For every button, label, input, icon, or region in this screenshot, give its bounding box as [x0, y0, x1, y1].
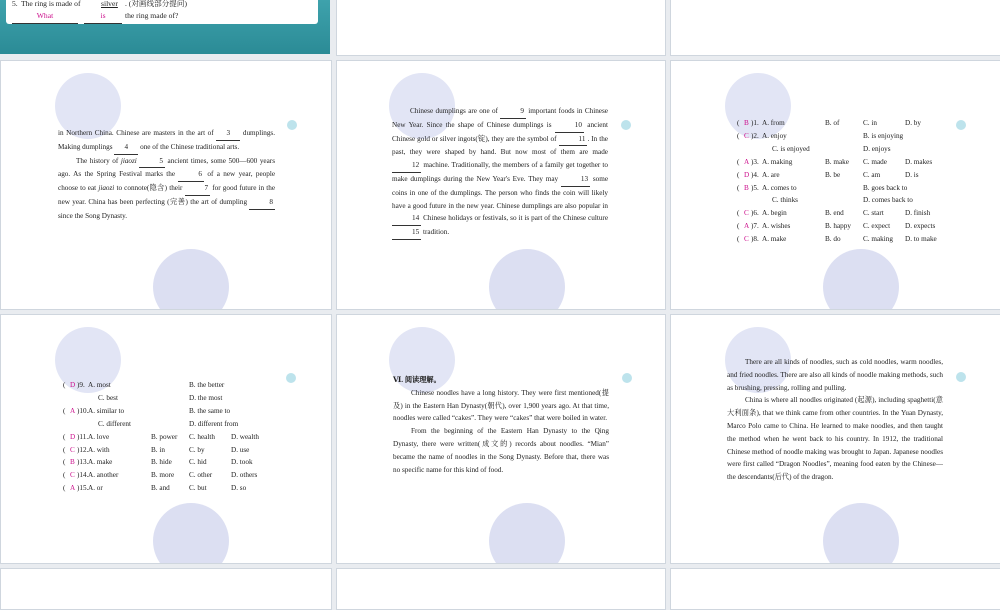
option-d: D. so: [231, 484, 247, 493]
question-number: )15.: [77, 484, 89, 493]
paren-open: (: [737, 222, 740, 231]
slide-10[interactable]: [0, 568, 332, 610]
question-number: )7.: [751, 222, 759, 231]
paren-open: (: [737, 183, 740, 192]
option-b: B. hide: [151, 458, 172, 467]
answer-letter: A: [744, 157, 750, 166]
paragraph-1: There are all kinds of noodles, such as cold noodles, warm noodles, and fried noodles. There are also all kinds of noodle making methods, such as brushing, pressing, rolling and pulling.: [727, 358, 943, 392]
paren-open: (: [737, 157, 740, 166]
question-number: )1.: [751, 119, 759, 127]
option-c: C. by: [189, 445, 205, 454]
option-d: D. use: [231, 445, 250, 454]
passage-text: in Northern China. Chinese are masters in the art of 3 dumplings. Making dumplings 4 one of the Chinese traditional arts. The history of jiaozi 5 ancient times, some 500—600 years ago. As the Spring Festival marks the 6 of a new year, people choose to eat jiaozi to connote(隐含) their 7 for good future in the new year. China has been perfecting (完善) the art of dumpling 8 since the Song Dynasty.: [58, 129, 276, 220]
option-c: B. is enjoying: [863, 131, 904, 140]
option-d: D. took: [231, 458, 253, 467]
question-rest: the ring made of?: [125, 11, 179, 20]
option-a: A. wishes: [762, 222, 791, 231]
option-c: C. is enjoyed: [772, 144, 810, 153]
option-c: C. health: [189, 432, 215, 441]
paren-open: (: [63, 406, 66, 415]
option-c: C. other: [189, 471, 213, 480]
decor-dot: [956, 120, 966, 130]
option-c: C. different: [98, 419, 131, 428]
paragraph-2: From the beginning of the Eastern Han Dynasty to the Qing Dynasty, there were written(成文的) records about noodles. “Mian” became the name of noodles in the Song Dynasty. Before that, there was no specific name for this kind of food.: [393, 427, 609, 474]
answer-letter: A: [70, 484, 76, 493]
option-c: C. best: [98, 393, 118, 402]
option-a: A. similar to: [88, 406, 125, 415]
option-a: A. most: [88, 381, 111, 389]
slide-5[interactable]: [336, 60, 666, 310]
option-b: B. end: [825, 209, 844, 218]
option-b: B. happy: [825, 222, 851, 231]
option-c: C. making: [863, 235, 893, 244]
question-number: )13.: [77, 458, 89, 467]
paren-open: (: [737, 119, 740, 127]
option-d: D. by: [905, 119, 921, 127]
answer-letter: C: [744, 131, 749, 140]
answer-letter: C: [744, 209, 749, 218]
answer-letter: D: [70, 432, 76, 441]
question-number: )2.: [751, 131, 759, 140]
answer-letter: D: [744, 170, 750, 179]
option-b: B. and: [151, 484, 170, 493]
decor-dot: [622, 373, 632, 383]
option-c: B. goes back to: [863, 183, 908, 192]
paren-open: (: [63, 381, 66, 389]
decor-circle: [489, 503, 565, 564]
option-a: A. another: [88, 471, 119, 480]
question-number: )8.: [751, 235, 759, 244]
answer-letter: D: [70, 381, 76, 389]
slide-3[interactable]: [670, 0, 1000, 56]
slide-7[interactable]: [0, 314, 332, 564]
paren-open: (: [737, 170, 740, 179]
answer-letter: C: [70, 471, 75, 480]
option-c: C. hid: [189, 458, 207, 467]
option-d: D. to make: [905, 235, 937, 244]
option-d: D. the most: [189, 393, 223, 402]
option-b: B. make: [825, 157, 849, 166]
option-c: B. the better: [189, 381, 225, 389]
slide-9[interactable]: [670, 314, 1000, 564]
option-d: D. enjoys: [863, 144, 891, 153]
answer-letter: B: [70, 458, 75, 467]
decor-circle: [153, 249, 229, 310]
paragraph-1: Chinese noodles have a long history. They were first mentioned(提及) in the Eastern Han Dynasty(朝代), over 1,900 years ago. At that time, noodles were called “cakes”. They were “cakes” that were boiled in water.: [393, 388, 609, 423]
option-a: A. with: [88, 445, 110, 454]
answer-letter: C: [70, 445, 75, 454]
slide-12[interactable]: [670, 568, 1000, 610]
option-d: D. others: [231, 471, 258, 480]
option-c: C. am: [863, 170, 881, 179]
question-instruction: . (对画线部分提问): [125, 0, 188, 8]
decor-dot: [621, 120, 631, 130]
option-d: D. expects: [905, 222, 936, 231]
question-number: )12.: [77, 445, 89, 454]
paragraph-2: China is where all noodles originated (起源), including spaghetti(意大利面条), that we think came from other countries. In the Yuan Dynasty, Marco Polo came to China. He learned to make noodles, and then taught the method when he went back to his country. In 1912, the traditional Chinese method of noodle making was brought to Japan. Japanese noodles were first called “Dragon Noodles”, meaning food eaten by the Chinese—the descendants(后代) of the dragon.: [727, 396, 943, 482]
slide-11[interactable]: [336, 568, 666, 610]
option-a: A. enjoy: [762, 131, 787, 140]
option-c: C. thinks: [772, 196, 798, 205]
option-c: C. but: [189, 484, 207, 493]
section-heading: Ⅵ. 阅读理解。: [393, 376, 441, 384]
question-number: 5.: [12, 0, 18, 8]
option-a: A. from: [762, 119, 785, 127]
slide-8[interactable]: [336, 314, 666, 564]
decor-circle: [823, 503, 899, 564]
answer-letter: A: [70, 406, 76, 415]
paren-open: (: [737, 235, 740, 244]
slide-2[interactable]: [336, 0, 666, 56]
paren-open: (: [63, 445, 66, 454]
answer-letter: A: [744, 222, 750, 231]
slide-6[interactable]: [670, 60, 1000, 310]
answer-letter: B: [744, 183, 749, 192]
option-c: C. start: [863, 209, 884, 218]
decor-circle: [153, 503, 229, 564]
option-c: C. made: [863, 157, 887, 166]
option-a: A. make: [88, 458, 113, 467]
question-number: )6.: [751, 209, 759, 218]
option-a: A. begin: [762, 209, 787, 218]
slide-1[interactable]: [0, 0, 330, 54]
answer-letter: B: [744, 119, 749, 127]
paren-open: (: [737, 209, 740, 218]
decor-dot: [956, 372, 966, 382]
paren-open: (: [63, 458, 66, 467]
option-d: D. finish: [905, 209, 931, 218]
option-b: B. of: [825, 119, 840, 127]
underlined-word: silver: [101, 0, 118, 8]
option-a: A. making: [762, 157, 793, 166]
passage-text: Chinese dumplings are one of 9 important foods in Chinese New Year. Since the shape of Chinese dumplings is 10 ancient Chinese gold or silver ingots(锭), they are the symbol of 11 . In the past, they were shaped by hand. But now most of them are made 12 machine. Traditionally, the members of a family get together to make dumplings during the New Year's Eve. They may 13 some coins in one of the dumplings. The person who finds the coin will likely have a good future in the new year. Chinese dumplings are also popular in 14 Chinese holidays or festivals, so it is part of the Chinese culture 15 tradition.: [392, 105, 608, 240]
option-b: B. in: [151, 445, 165, 454]
option-d: D. makes: [905, 157, 933, 166]
option-a: A. comes to: [762, 183, 797, 192]
question-text: The ring is made of: [21, 0, 81, 8]
answer-blank-2: is: [84, 10, 122, 24]
answer-letter: C: [744, 235, 749, 244]
option-d: D. is: [905, 170, 919, 179]
question-number: )10.: [77, 406, 89, 415]
option-b: B. do: [825, 235, 841, 244]
paren-open: (: [63, 471, 66, 480]
decor-circle: [823, 249, 899, 310]
question-number: )3.: [751, 157, 759, 166]
decor-circle: [489, 249, 565, 310]
option-b: B. be: [825, 170, 841, 179]
option-b: B. power: [151, 432, 178, 441]
question-number: )4.: [751, 170, 759, 179]
passage-text: [727, 356, 943, 484]
answer-blank-1: What: [12, 10, 78, 24]
passage-text: [393, 374, 609, 476]
paren-open: (: [63, 432, 66, 441]
decor-dot: [286, 373, 296, 383]
option-a: A. or: [88, 484, 103, 493]
option-d: D. wealth: [231, 432, 259, 441]
paren-open: (: [63, 484, 66, 493]
option-a: A. are: [762, 170, 780, 179]
question-number: )9.: [77, 381, 85, 389]
option-b: B. more: [151, 471, 175, 480]
option-c: B. the same to: [189, 406, 231, 415]
option-c: C. expect: [863, 222, 891, 231]
question-number: )14.: [77, 471, 89, 480]
option-a: A. love: [88, 432, 110, 441]
option-d: D. comes back to: [863, 196, 913, 205]
slide-4[interactable]: [0, 60, 332, 310]
option-d: D. different from: [189, 419, 239, 428]
option-a: A. make: [762, 235, 787, 244]
question-number: )11.: [77, 432, 89, 441]
paren-open: (: [737, 131, 740, 140]
decor-dot: [287, 120, 297, 130]
option-c: C. in: [863, 119, 877, 127]
question-number: )5.: [751, 183, 759, 192]
